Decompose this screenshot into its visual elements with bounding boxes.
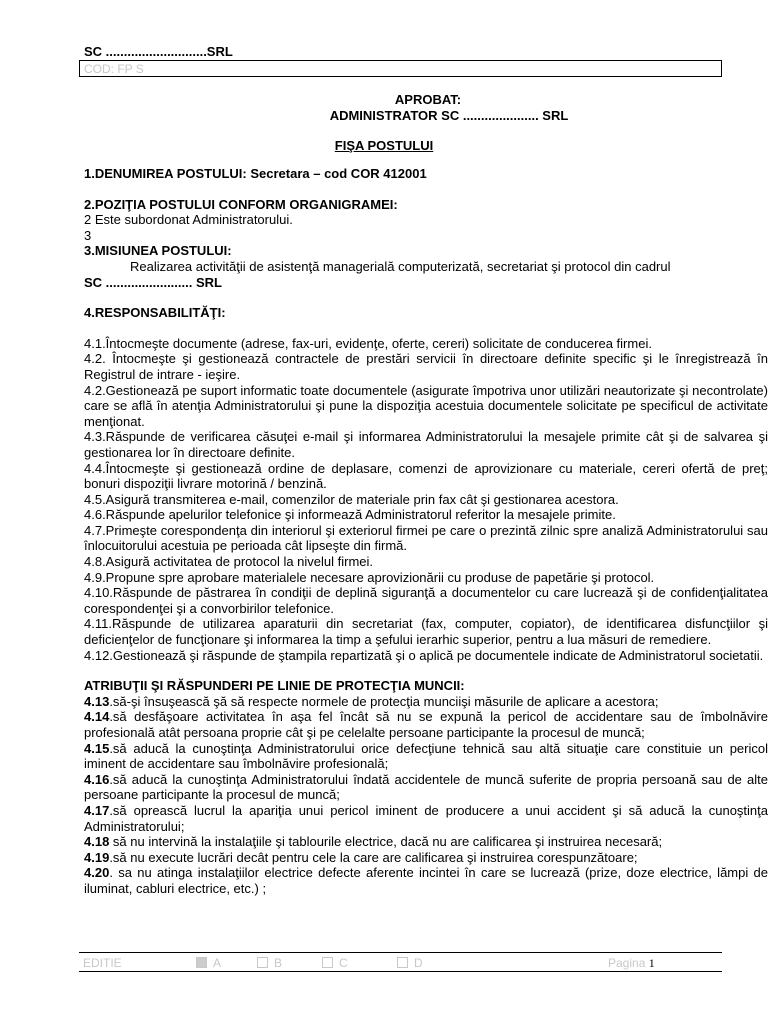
safety-item: [84, 741, 768, 772]
mission-text: Realizarea activităţii de asistenţă managerială computerizată, secretariat şi protocol din cadrul: [130, 258, 671, 274]
responsibility-item: 4.9.Propune spre aprobare materialele necesare aprovizionării cu produse de papetărie şi protocol.: [84, 569, 655, 585]
safety-heading: ATRIBUŢII ŞI RĂSPUNDERI PE LINIE DE PROTECŢIA MUNCII:: [84, 678, 465, 694]
safety-item-text: .să aducă la cunoştinţa Administratorului îndată accidentele de muncă suferite de propria persoană sau de alte persoane participante la procesul de muncă;: [84, 771, 768, 803]
checkbox-icon: [397, 957, 408, 968]
responsibility-item: 4.3.Răspunde de verificarea căsuţei e-mail şi informarea Administratorului la mesajele primite cât şi de salvarea şi gestionarea lor în directoare definite.: [84, 429, 768, 460]
org-position-line: 3: [84, 227, 92, 243]
page-label: Pagina 1: [608, 956, 655, 970]
section-org-position: 2.POZIŢIA POSTULUI CONFORM ORGANIGRAMEI:: [84, 196, 398, 212]
responsibility-item: 4.1.Întocmeşte documente (adrese, fax-uri, evidenţe, oferte, cereri) solicitate de conducerea firmei.: [84, 335, 652, 351]
edition-option-b: B: [257, 956, 282, 970]
edition-option-a: A: [196, 956, 221, 970]
document-body: [84, 166, 768, 897]
company-header: SC ............................SRL: [84, 44, 233, 59]
safety-item: [84, 803, 768, 834]
responsibility-item: 4.8.Asigură activitatea de protocol la nivelul firmei.: [84, 554, 374, 570]
section-responsibilities: 4.RESPONSABILITĂŢI:: [84, 305, 226, 321]
safety-item-number: 4.16: [84, 771, 110, 787]
safety-item: [84, 850, 768, 866]
safety-item: [84, 709, 768, 740]
safety-item-text: . sa nu atinga instalaţiilor electrice defecte aferente incintei în care se lucrează (prize, doze electrice, lămpi de iluminat, cabluri electrice, etc.) ;: [84, 865, 768, 896]
document-code: COD: FP S: [84, 62, 144, 76]
safety-item-number: 4.15: [84, 740, 110, 756]
safety-item: [84, 834, 768, 850]
approval-label: APROBAT:: [394, 92, 462, 107]
responsibilities-list: [84, 336, 768, 663]
safety-item: [84, 865, 768, 896]
responsibility-item: 4.12.Gestionează şi răspunde de ştampila repartizată şi o aplică pe documentele indicate de Administratorul societatii.: [84, 647, 764, 663]
safety-item-number: 4.13: [84, 693, 110, 709]
edition-option-d: D: [397, 956, 423, 970]
page-number: 1: [648, 956, 655, 970]
safety-item-number: 4.17: [84, 802, 110, 818]
safety-item-text: .să nu execute lucrări decât pentru cele la care are calificarea şi instruirea corespunzătoare;: [109, 849, 638, 865]
document-title: FIŞA POSTULUI: [334, 138, 434, 153]
responsibility-item: 4.10.Răspunde de păstrarea în condiţii de deplină siguranţă a documentelor cu care lucrează şi de confidenţialitatea corespondenţei şi a convorbirilor telefonice.: [84, 585, 768, 616]
safety-item-text: să nu intervină la instalaţiile şi tablourile electrice, dacă nu are calificarea şi instruirea necesară;: [109, 834, 663, 850]
responsibility-item: 4.11.Răspunde de utilizarea aparaturii din secretariat (fax, computer, copiator), de identificarea disfuncţiilor şi deficienţelor de funcţionare şi informarea la timp a şefului ierarhic superior, pentru a lua măsuri de remediere.: [84, 616, 768, 648]
section-job-name: 1.DENUMIREA POSTULUI: Secretara – cod COR 412001: [84, 166, 427, 181]
checkbox-icon: [196, 957, 207, 968]
safety-item: [84, 694, 768, 710]
checkbox-icon: [322, 957, 333, 968]
safety-item-text: .să oprească lucrul la apariţia unui pericol iminent de producere a unui accident şi să aducă la cunoştinţa Administratorului;: [84, 802, 768, 834]
section-mission: 3.MISIUNEA POSTULUI:: [84, 243, 232, 259]
safety-item: [84, 772, 768, 803]
safety-item-text: .să-şi însuşească şă să respecte normele de protecţia munciişi măsurile de aplicare a acestora;: [109, 693, 659, 709]
org-position-line: 2 Este subordonat Administratorului.: [84, 212, 293, 228]
responsibility-item: 4.6.Răspunde apelurilor telefonice şi informează Administratorul referitor la mesajele primite.: [84, 507, 616, 523]
responsibility-item: 4.4.Întocmeşte şi gestionează ordine de deplasare, comenzi de aprovizionare cu materiale, cereri ofertă de preţ; bonuri dispoziţii livrare motorină / benzină.: [84, 460, 768, 492]
safety-item-text: .să aducă la cunoştinţa Administratorului orice defecţiune tehnică sau altă situaţie care constituie un pericol iminent de accidentare sau îmbolnăvire profesională;: [84, 740, 768, 772]
responsibility-item: 4.7.Primeşte corespondenţa din interiorul şi exteriorul firmei pe care o prezintă zilnic spre analiză Administratorului sau înlocuitorului acestuia pe perioada cât lipseşte din firmă.: [84, 522, 768, 554]
mission-company: SC ........................ SRL: [84, 274, 222, 290]
safety-item-number: 4.20: [84, 865, 110, 881]
safety-item-number: 4.19: [84, 849, 110, 865]
edition-option-c: C: [322, 956, 348, 970]
safety-item-number: 4.14: [84, 709, 110, 725]
document-footer: [79, 952, 722, 972]
safety-list: [84, 694, 768, 897]
responsibility-item: 4.2. Întocmeşte şi gestionează contractele de prestări servicii în directoare definite specific şi le înregistrează în Registrul de intrare - ieşire.: [84, 351, 768, 382]
document-code-box: [79, 60, 722, 77]
approval-block: [0, 92, 768, 124]
approval-signer: ADMINISTRATOR SC ..................... SRL: [329, 108, 569, 123]
responsibility-item: 4.5.Asigură transmiterea e-mail, comenzilor de materiale prin fax cât şi gestionarea acestora.: [84, 491, 619, 507]
safety-item-number: 4.18: [84, 834, 110, 850]
responsibility-item: 4.2.Gestionează pe suport informatic toate documentele (asigurate împotriva unor utilizări neautorizate şi necontrolate) care se află în atenţia Administratorului şi pune la dispoziţia acestuia documentele solicitate pe specificul de activitate menţionat.: [84, 382, 768, 429]
edition-label: EDITIE: [83, 956, 122, 970]
safety-item-text: .să desfăşoare activitatea în aşa fel încât să nu se expună la pericol de accidentare sau de îmbolnăvire profesională atât persoana proprie cât şi pe celelalte persoane participante la procesul de muncă;: [84, 709, 768, 740]
checkbox-icon: [257, 957, 268, 968]
